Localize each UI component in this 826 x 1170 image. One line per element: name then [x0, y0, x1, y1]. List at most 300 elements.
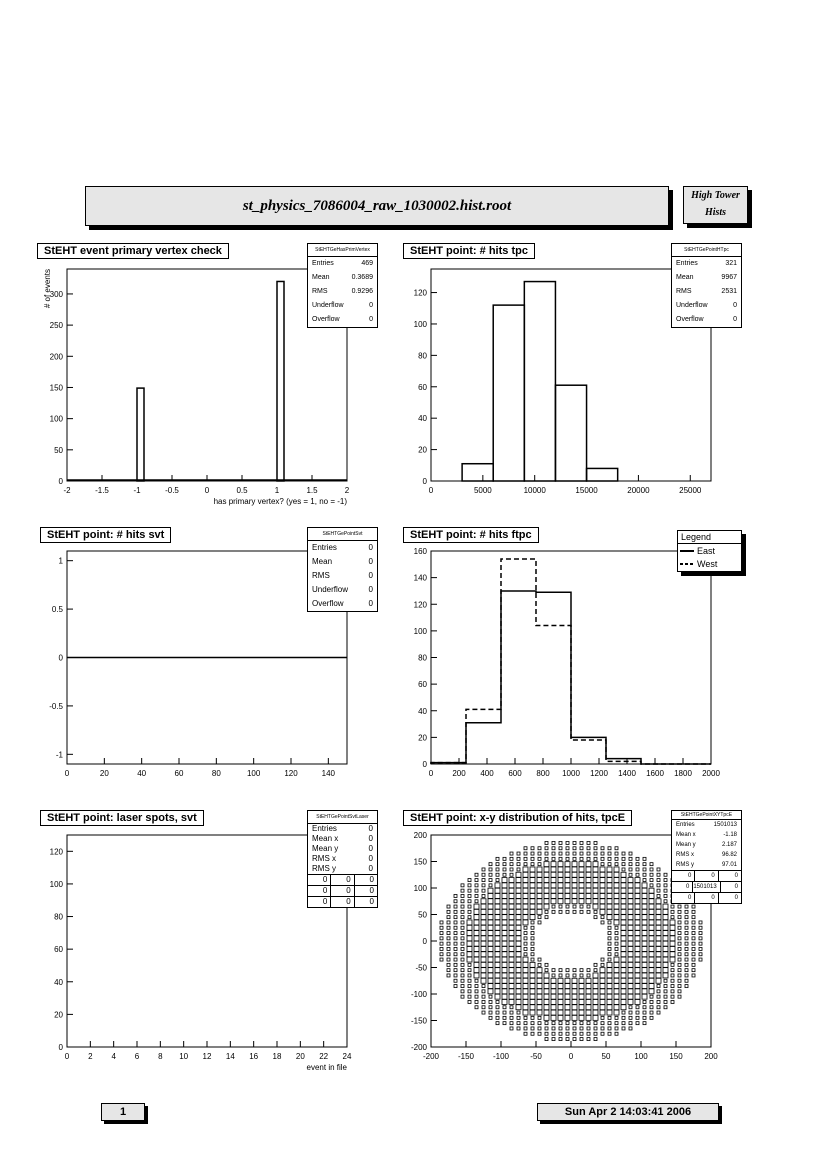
- heatmap-cell: [523, 984, 528, 989]
- heatmap-cell: [621, 968, 626, 973]
- heatmap-cell: [593, 973, 598, 978]
- heatmap-cell: [559, 852, 562, 855]
- heatmap-cell: [509, 920, 514, 925]
- heatmap-cell: [622, 863, 625, 866]
- panel1-stats-row: [308, 285, 377, 299]
- heatmap-cell: [643, 879, 646, 882]
- heatmap-cell: [622, 852, 625, 855]
- heatmap-cell: [538, 1032, 541, 1035]
- x-tick-label: 10000: [523, 486, 546, 495]
- heatmap-cell: [524, 1016, 527, 1019]
- heatmap-cell: [621, 883, 626, 888]
- heatmap-cell: [496, 1016, 499, 1019]
- grid-row: [308, 886, 377, 897]
- heatmap-cell: [482, 884, 485, 887]
- heatmap-cell: [573, 974, 576, 977]
- x-tick-label: 0: [64, 1052, 70, 1061]
- heatmap-cell: [474, 915, 479, 920]
- x-tick-label: -50: [530, 1052, 542, 1061]
- y-tick-label: 60: [418, 680, 427, 690]
- heatmap-cell: [502, 936, 507, 941]
- heatmap-cell: [516, 883, 521, 888]
- heatmap-cell: [551, 1015, 556, 1020]
- heatmap-cell: [502, 999, 507, 1004]
- heatmap-cell: [551, 899, 556, 904]
- heatmap-cell: [628, 989, 633, 994]
- heatmap-cell: [531, 958, 534, 961]
- panel3-stats-row: [308, 583, 377, 597]
- y-tick-label: 160: [413, 547, 427, 556]
- x-tick-label: 5000: [473, 486, 492, 495]
- heatmap-cell: [664, 894, 667, 897]
- heatmap-cell: [656, 973, 661, 978]
- y-tick-label: 50: [54, 445, 63, 455]
- panel5-stats-row: [308, 824, 377, 834]
- stat-label: Mean: [312, 274, 330, 281]
- heatmap-cell: [559, 847, 562, 850]
- heatmap-cell: [579, 872, 584, 877]
- heatmap-cell: [558, 893, 563, 898]
- heatmap-cell: [671, 963, 674, 966]
- heatmap-cell: [565, 867, 570, 872]
- heatmap-cell: [509, 968, 514, 973]
- heatmap-cell: [635, 941, 640, 946]
- heatmap-cell: [565, 883, 570, 888]
- heatmap-cell: [600, 883, 605, 888]
- stat-value: 0: [368, 543, 373, 552]
- heatmap-cell: [608, 852, 611, 855]
- heatmap-cell: [629, 873, 632, 876]
- heatmap-cell: [657, 889, 660, 892]
- heatmap-cell: [635, 920, 640, 925]
- heatmap-cell: [468, 916, 471, 919]
- heatmap-cell: [593, 893, 598, 898]
- heatmap-cell: [537, 878, 542, 883]
- heatmap-cell: [516, 1005, 521, 1010]
- heatmap-cell: [495, 931, 500, 936]
- heatmap-cell: [474, 946, 479, 951]
- heatmap-cell: [649, 925, 654, 930]
- heatmap-cell: [692, 916, 695, 919]
- heatmap-cell: [663, 920, 668, 925]
- heatmap-cell: [650, 884, 653, 887]
- grid-cell: 0: [308, 886, 331, 896]
- heatmap-cell: [516, 878, 521, 883]
- heatmap-cell: [628, 920, 633, 925]
- heatmap-cell: [649, 920, 654, 925]
- panel2-stats-row: [672, 257, 741, 271]
- heatmap-cell: [642, 946, 647, 951]
- heatmap-cell: [600, 1005, 605, 1010]
- heatmap-cell: [587, 1027, 590, 1030]
- heatmap-cell: [516, 999, 521, 1004]
- panel4-title: StEHT point: # hits ftpc: [403, 527, 539, 543]
- heatmap-cell: [621, 999, 626, 1004]
- heatmap-cell: [481, 909, 486, 914]
- heatmap-cell: [461, 921, 464, 924]
- x-tick-label: -100: [492, 1052, 510, 1061]
- heatmap-cell: [447, 958, 450, 961]
- panel1-stats-row: [308, 313, 377, 327]
- heatmap-cell: [447, 910, 450, 913]
- heatmap-cell: [600, 878, 605, 883]
- heatmap-cell: [593, 994, 598, 999]
- x-tick-label: 40: [137, 769, 147, 778]
- heatmap-cell: [678, 905, 681, 908]
- heatmap-cell: [615, 947, 618, 950]
- grid-cell: 0: [308, 897, 331, 907]
- heatmap-cell: [558, 883, 563, 888]
- heatmap-cell: [656, 946, 661, 951]
- stat-label: Mean x: [312, 834, 339, 843]
- heatmap-cell: [545, 852, 548, 855]
- heatmap-cell: [601, 1032, 604, 1035]
- heatmap-cell: [481, 915, 486, 920]
- heatmap-cell: [489, 868, 492, 871]
- heatmap-cell: [509, 946, 514, 951]
- x-tick-label: 1400: [618, 769, 636, 778]
- heatmap-cell: [621, 904, 626, 909]
- heatmap-cell: [559, 974, 562, 977]
- heatmap-cell: [664, 889, 667, 892]
- heatmap-cell: [600, 1010, 605, 1015]
- heatmap-cell: [509, 899, 514, 904]
- heatmap-cell: [488, 915, 493, 920]
- heatmap-cell: [544, 862, 549, 867]
- heatmap-cell: [468, 990, 471, 993]
- heatmap-cell: [509, 999, 514, 1004]
- heatmap-cell: [572, 878, 577, 883]
- grid-cell: 0: [672, 893, 695, 903]
- heatmap-cell: [468, 979, 471, 982]
- heatmap-cell: [635, 978, 640, 983]
- heatmap-cell: [559, 969, 562, 972]
- heatmap-cell: [523, 915, 528, 920]
- panel5-stats-row: [308, 854, 377, 864]
- x-tick-label: -200: [422, 1052, 440, 1061]
- panel5-stats-row: [308, 864, 377, 874]
- heatmap-cell: [614, 909, 619, 914]
- heatmap-cell: [447, 905, 450, 908]
- heatmap-cell: [531, 857, 534, 860]
- heatmap-cell: [593, 888, 598, 893]
- heatmap-cell: [461, 884, 464, 887]
- heatmap-cell: [621, 872, 626, 877]
- heatmap-cell: [635, 973, 640, 978]
- heatmap-cell: [628, 904, 633, 909]
- heatmap-cell: [530, 915, 535, 920]
- heatmap-cell: [642, 915, 647, 920]
- heatmap-cell: [468, 879, 471, 882]
- heatmap-cell: [579, 899, 584, 904]
- heatmap-cell: [552, 1027, 555, 1030]
- heatmap-cell: [495, 973, 500, 978]
- heatmap-cell: [461, 889, 464, 892]
- heatmap-cell: [621, 936, 626, 941]
- heatmap-cell: [544, 888, 549, 893]
- heatmap-cell: [586, 893, 591, 898]
- heatmap-cell: [692, 910, 695, 913]
- stat-value: 0: [368, 854, 373, 863]
- x-axis-label: event in file: [306, 1063, 347, 1072]
- x-tick-label: 140: [321, 769, 336, 778]
- y-tick-label: 80: [418, 351, 427, 361]
- heatmap-cell: [685, 985, 688, 988]
- heatmap-cell: [664, 1000, 667, 1003]
- heatmap-cell: [657, 1011, 660, 1014]
- heatmap-cell: [629, 1016, 632, 1019]
- heatmap-cell: [621, 925, 626, 930]
- heatmap-cell: [628, 994, 633, 999]
- stat-label: Mean x: [676, 832, 696, 838]
- heatmap-cell: [468, 910, 471, 913]
- heatmap-cell: [671, 979, 674, 982]
- heatmap-cell: [671, 1000, 674, 1003]
- heatmap-cell: [621, 952, 626, 957]
- heatmap-cell: [594, 916, 597, 919]
- heatmap-cell: [670, 931, 675, 936]
- high-tower-line1: High Tower: [691, 190, 740, 201]
- heatmap-cell: [635, 994, 640, 999]
- heatmap-cell: [468, 894, 471, 897]
- heatmap-cell: [635, 952, 640, 957]
- heatmap-cell: [510, 873, 513, 876]
- heatmap-cell: [649, 962, 654, 967]
- heatmap-cell: [671, 985, 674, 988]
- heatmap-cell: [565, 899, 570, 904]
- heatmap-cell: [454, 926, 457, 929]
- heatmap-cell: [664, 873, 667, 876]
- heatmap-cell: [650, 1011, 653, 1014]
- heatmap-cell: [454, 900, 457, 903]
- heatmap-cell: [670, 920, 675, 925]
- heatmap-cell: [531, 937, 534, 940]
- heatmap-cell: [572, 862, 577, 867]
- heatmap-cell: [608, 926, 611, 929]
- heatmap-cell: [615, 932, 618, 935]
- heatmap-cell: [482, 889, 485, 892]
- heatmap-cell: [699, 942, 702, 945]
- heatmap-cell: [440, 958, 443, 961]
- heatmap-cell: [670, 941, 675, 946]
- heatmap-cell: [580, 857, 583, 860]
- heatmap-cell: [461, 905, 464, 908]
- heatmap-cell: [615, 847, 618, 850]
- heatmap-cell: [685, 921, 688, 924]
- heatmap-cell: [699, 958, 702, 961]
- heatmap-cell: [573, 847, 576, 850]
- heatmap-cell: [537, 973, 542, 978]
- heatmap-cell: [593, 978, 598, 983]
- y-tick-label: 0: [422, 760, 427, 769]
- heatmap-cell: [670, 946, 675, 951]
- heatmap-cell: [489, 1006, 492, 1009]
- heatmap-cell: [523, 899, 528, 904]
- heatmap-cell: [572, 867, 577, 872]
- heatmap-cell: [629, 1027, 632, 1030]
- heatmap-cell: [622, 1011, 625, 1014]
- heatmap-cell: [510, 852, 513, 855]
- heatmap-cell: [516, 899, 521, 904]
- heatmap-cell: [524, 863, 527, 866]
- heatmap-cell: [608, 863, 611, 866]
- heatmap-cell: [461, 900, 464, 903]
- heatmap-cell: [573, 910, 576, 913]
- heatmap-cell: [649, 946, 654, 951]
- heatmap-cell: [530, 984, 535, 989]
- panel3-stats-row: [308, 555, 377, 569]
- heatmap-cell: [572, 1005, 577, 1010]
- heatmap-cell: [614, 994, 619, 999]
- heatmap-cell: [614, 989, 619, 994]
- stat-value: 0: [369, 302, 373, 309]
- heatmap-cell: [495, 957, 500, 962]
- heatmap-cell: [516, 973, 521, 978]
- heatmap-cell: [621, 957, 626, 962]
- heatmap-cell: [629, 852, 632, 855]
- heatmap-cell: [517, 852, 520, 855]
- heatmap-cell: [594, 841, 597, 844]
- heatmap-cell: [565, 888, 570, 893]
- heatmap-cell: [516, 909, 521, 914]
- heatmap-cell: [678, 910, 681, 913]
- heatmap-cell: [608, 932, 611, 935]
- x-tick-label: 60: [174, 769, 184, 778]
- heatmap-cell: [467, 920, 472, 925]
- heatmap-cell: [523, 883, 528, 888]
- heatmap-cell: [516, 904, 521, 909]
- heatmap-cell: [474, 968, 479, 973]
- heatmap-cell: [565, 984, 570, 989]
- heatmap-cell: [509, 994, 514, 999]
- panel3-stats-box: [307, 527, 378, 612]
- heatmap-cell: [495, 968, 500, 973]
- heatmap-cell: [488, 931, 493, 936]
- heatmap-cell: [678, 963, 681, 966]
- y-tick-label: -0.5: [49, 701, 63, 711]
- heatmap-cell: [628, 978, 633, 983]
- heatmap-cell: [663, 925, 668, 930]
- heatmap-cell: [461, 926, 464, 929]
- grid-cell: 0: [734, 895, 738, 901]
- heatmap-cell: [572, 978, 577, 983]
- x-tick-label: 22: [319, 1052, 329, 1061]
- heatmap-cell: [607, 1010, 612, 1015]
- heatmap-cell: [531, 847, 534, 850]
- heatmap-cell: [551, 1010, 556, 1015]
- heatmap-cell: [671, 974, 674, 977]
- heatmap-cell: [510, 1006, 513, 1009]
- heatmap-cell: [454, 916, 457, 919]
- heatmap-cell: [649, 968, 654, 973]
- heatmap-cell: [559, 1022, 562, 1025]
- panel5-stats-name: StEHTGePointSvtLaser: [308, 811, 377, 824]
- heatmap-cell: [475, 873, 478, 876]
- y-tick-label: 80: [418, 653, 427, 663]
- heatmap-cell: [551, 878, 556, 883]
- heatmap-cell: [523, 957, 528, 962]
- heatmap-cell: [615, 1027, 618, 1030]
- heatmap-cell: [516, 984, 521, 989]
- heatmap-cell: [629, 863, 632, 866]
- heatmap-cell: [495, 888, 500, 893]
- heatmap-cell: [573, 841, 576, 844]
- heatmap-cell: [650, 1000, 653, 1003]
- heatmap-cell: [621, 893, 626, 898]
- heatmap-cell: [551, 999, 556, 1004]
- heatmap-cell: [565, 1010, 570, 1015]
- heatmap-cell: [621, 978, 626, 983]
- heatmap-cell: [468, 995, 471, 998]
- heatmap-cell: [517, 1016, 520, 1019]
- legend-item-east: [678, 544, 741, 557]
- heatmap-cell: [454, 953, 457, 956]
- heatmap-cell: [629, 857, 632, 860]
- heatmap-cell: [558, 978, 563, 983]
- heatmap-cell: [523, 962, 528, 967]
- heatmap-cell: [664, 900, 667, 903]
- grid-cell: 1501013: [693, 882, 720, 892]
- heatmap-cell: [474, 941, 479, 946]
- y-tick-label: 100: [49, 879, 63, 889]
- heatmap-cell: [538, 1016, 541, 1019]
- heatmap-cell: [503, 1022, 506, 1025]
- heatmap-cell: [622, 1027, 625, 1030]
- heatmap-cell: [663, 957, 668, 962]
- heatmap-cell: [495, 941, 500, 946]
- heatmap-cell: [643, 1022, 646, 1025]
- heatmap-cell: [586, 878, 591, 883]
- heatmap-cell: [488, 952, 493, 957]
- heatmap-cell: [607, 962, 612, 967]
- x-tick-label: 400: [480, 769, 494, 778]
- x-tick-label: 2: [88, 1052, 93, 1061]
- heatmap-cell: [635, 899, 640, 904]
- heatmap-cell: [510, 863, 513, 866]
- heatmap-cell: [608, 942, 611, 945]
- heatmap-cell: [614, 915, 619, 920]
- heatmap-cell: [537, 994, 542, 999]
- y-tick-label: 40: [54, 977, 63, 987]
- heatmap-cell: [502, 893, 507, 898]
- x-tick-label: 200: [452, 769, 466, 778]
- heatmap-cell: [643, 857, 646, 860]
- heatmap-cell: [642, 899, 647, 904]
- x-tick-label: 200: [704, 1052, 718, 1061]
- heatmap-cell: [524, 1027, 527, 1030]
- heatmap-cell: [579, 984, 584, 989]
- heatmap-cell: [552, 857, 555, 860]
- heatmap-cell: [685, 958, 688, 961]
- heatmap-cell: [523, 989, 528, 994]
- heatmap-cell: [685, 947, 688, 950]
- heatmap-cell: [635, 931, 640, 936]
- heatmap-cell: [566, 905, 569, 908]
- heatmap-cell: [537, 867, 542, 872]
- heatmap-cell: [481, 899, 486, 904]
- heatmap-cell: [566, 847, 569, 850]
- heatmap-cell: [495, 989, 500, 994]
- stat-value: 0: [368, 844, 373, 853]
- heatmap-cell: [607, 994, 612, 999]
- heatmap-cell: [692, 953, 695, 956]
- heatmap-cell: [664, 990, 667, 993]
- heatmap-cell: [488, 904, 493, 909]
- heatmap-cell: [692, 958, 695, 961]
- heatmap-cell: [482, 879, 485, 882]
- heatmap-cell: [517, 857, 520, 860]
- heatmap-cell: [516, 941, 521, 946]
